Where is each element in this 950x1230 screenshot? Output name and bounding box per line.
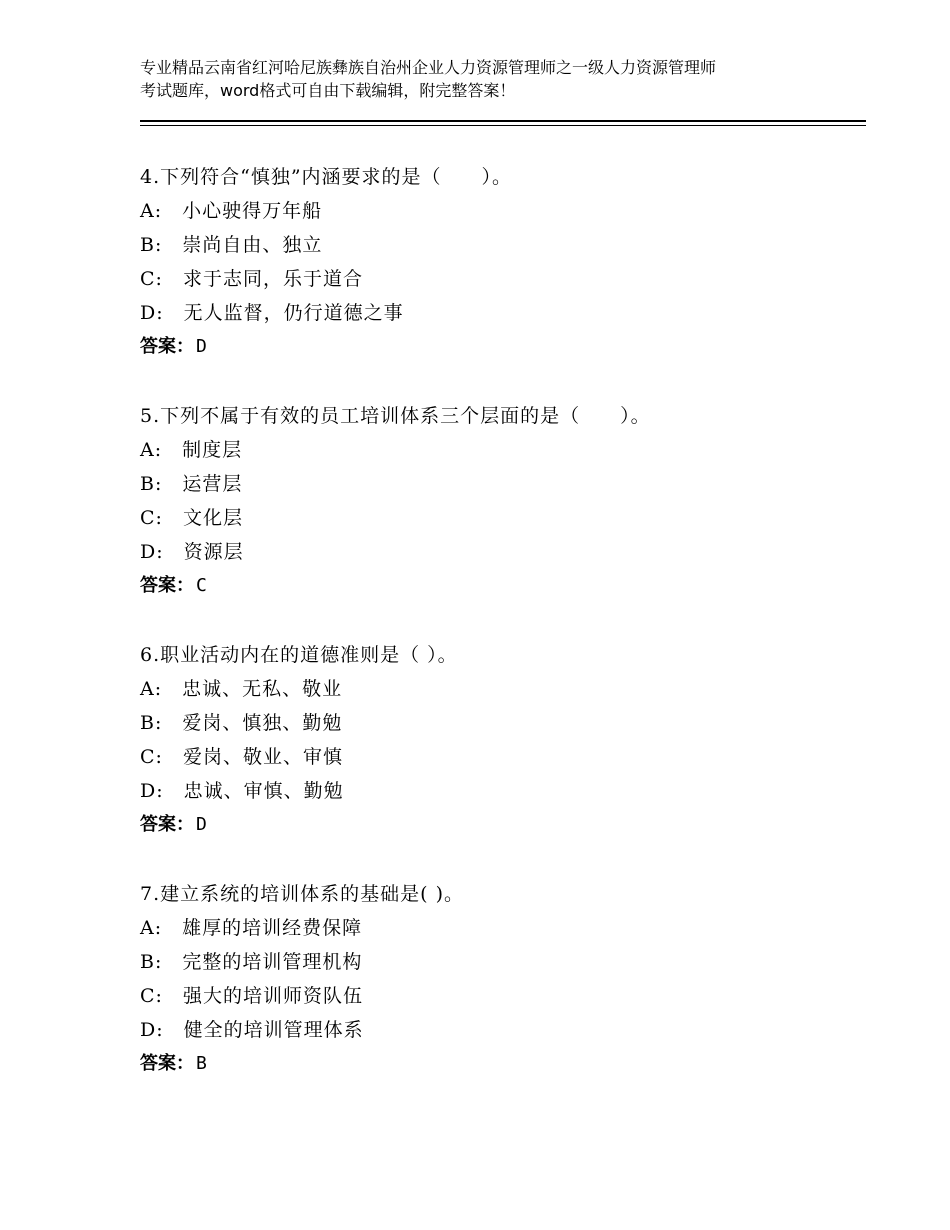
option-d: D: 健全的培训管理体系	[140, 1019, 364, 1041]
option-c: C: 爱岗、敬业、审慎	[140, 746, 343, 768]
option-d: D: 忠诚、审慎、勤勉	[140, 780, 344, 802]
answer-value: D	[196, 814, 207, 835]
option-c: C: 求于志同，乐于道合	[140, 268, 363, 290]
option-c: C: 强大的培训师资队伍	[140, 985, 363, 1007]
question-block	[140, 638, 860, 842]
answer-value: C	[196, 575, 207, 596]
question-block	[140, 399, 860, 603]
answer-label: 答案：	[140, 1053, 194, 1074]
answer-label: 答案：	[140, 336, 194, 357]
answer-line	[140, 1047, 860, 1081]
question-stem: 5.下列不属于有效的员工培训体系三个层面的是（ ）。	[140, 405, 651, 427]
answer-label: 答案：	[140, 575, 194, 596]
question-block	[140, 877, 860, 1081]
answer-line	[140, 330, 860, 364]
option-d: D: 无人监督，仍行道德之事	[140, 302, 404, 324]
option-b: B: 崇尚自由、独立	[140, 234, 323, 256]
header-line-2: 考试题库，word格式可自由下载编辑，附完整答案！	[140, 81, 516, 100]
option-d: D: 资源层	[140, 541, 244, 563]
question-stem: 7.建立系统的培训体系的基础是( )。	[140, 883, 464, 905]
answer-value: B	[196, 1053, 207, 1074]
answer-label: 答案：	[140, 814, 194, 835]
document-header	[140, 56, 830, 102]
option-a: A: 小心驶得万年船	[140, 200, 323, 222]
answer-line	[140, 569, 860, 603]
option-b: B: 完整的培训管理机构	[140, 951, 363, 973]
answer-line	[140, 808, 860, 842]
header-line-1: 专业精品云南省红河哈尼族彝族自治州企业人力资源管理师之一级人力资源管理师	[140, 58, 717, 77]
question-stem: 6.职业活动内在的道德准则是（ ）。	[140, 644, 458, 666]
option-b: B: 运营层	[140, 473, 243, 495]
option-b: B: 爱岗、慎独、勤勉	[140, 712, 343, 734]
option-a: A: 忠诚、无私、敬业	[140, 678, 343, 700]
header-divider-thin	[140, 125, 866, 126]
question-block	[140, 160, 860, 364]
option-a: A: 雄厚的培训经费保障	[140, 917, 363, 939]
answer-value: D	[196, 336, 207, 357]
question-stem: 4.下列符合“慎独”内涵要求的是（ ）。	[140, 166, 513, 188]
header-divider-thick	[140, 120, 866, 122]
option-c: C: 文化层	[140, 507, 243, 529]
option-a: A: 制度层	[140, 439, 243, 461]
